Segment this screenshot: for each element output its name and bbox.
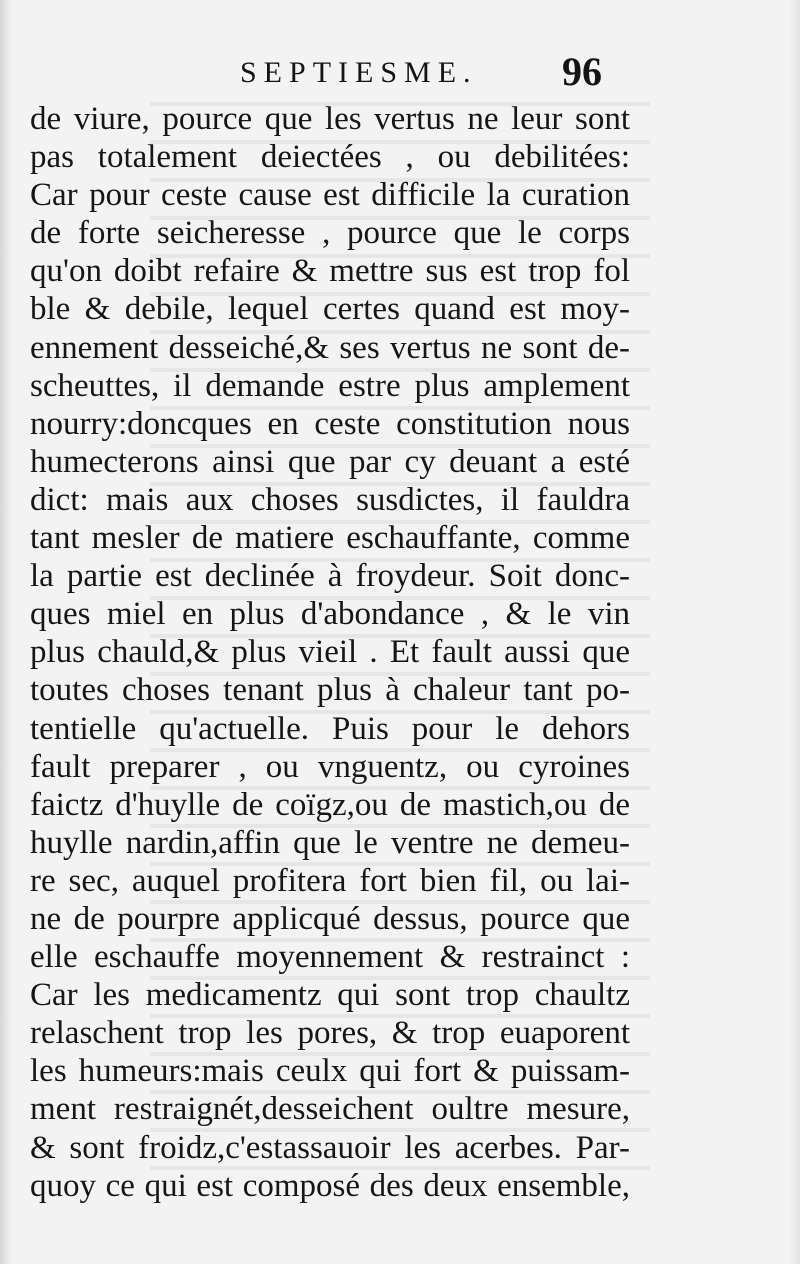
text-line: quoy ce qui est composé des deux ensemble,	[30, 1167, 630, 1204]
text-line: Car pour ceste cause est difficile la curation	[30, 177, 630, 214]
text-line: ques miel en plus d'abondance , & le vin	[30, 596, 630, 633]
text-line: ennement desseiché,& ses vertus ne sont de-	[30, 329, 630, 366]
text-line: re sec, auquel profitera fort bien fil, ou lai-	[30, 862, 630, 899]
text-line: la partie est declinée à froydeur. Soit donc-	[30, 558, 630, 595]
text-line: & sont froidz,c'estassauoir les acerbes. Par-	[30, 1129, 630, 1166]
text-line: Car les medicamentz qui sont trop chaultz	[30, 977, 630, 1014]
text-line: dict: mais aux choses susdictes, il fauldra	[30, 481, 630, 518]
text-line: elle eschauffe moyennement & restrainct :	[30, 939, 630, 976]
text-line: tentielle qu'actuelle. Puis pour le dehors	[30, 710, 630, 747]
page-edge-shadow	[790, 0, 800, 1264]
text-line: plus chauld,& plus vieil . Et fault aussi que	[30, 634, 630, 671]
text-line: huylle nardin,affin que le ventre ne demeu-	[30, 824, 630, 861]
text-line: faictz d'huylle de coïgz,ou de mastich,ou de	[30, 786, 630, 823]
text-line: humecterons ainsi que par cy deuant a esté	[30, 443, 630, 480]
text-line: de forte seicheresse , pource que le corps	[30, 215, 630, 252]
running-title: SEPTIESME.	[240, 56, 478, 89]
text-line: tant mesler de matiere eschauffante, comme	[30, 520, 630, 557]
text-line: scheuttes, il demande estre plus amplement	[30, 367, 630, 404]
text-line: de viure, pource que les vertus ne leur sont	[30, 101, 630, 137]
text-line: relaschent trop les pores, & trop euaporent	[30, 1015, 630, 1052]
text-line: ment restraignét,desseichent oultre mesure,	[30, 1091, 630, 1128]
text-line: qu'on doibt refaire & mettre sus est trop fol	[30, 253, 630, 290]
gutter-shadow	[0, 0, 12, 1264]
page-number: 96	[562, 49, 602, 94]
text-line: nourry:doncques en ceste constitution nous	[30, 405, 630, 442]
body-text	[30, 100, 630, 1205]
page-header	[0, 48, 800, 98]
text-line: toutes choses tenant plus à chaleur tant po-	[30, 672, 630, 709]
text-line: ne de pourpre applicqué dessus, pource que	[30, 900, 630, 937]
text-line: fault preparer , ou vnguentz, ou cyroines	[30, 748, 630, 785]
text-line: ble & debile, lequel certes quand est moy-	[30, 291, 630, 328]
text-line: pas totalement deiectées , ou debilitées:	[30, 139, 630, 176]
text-line: les humeurs:mais ceulx qui fort & puissam-	[30, 1053, 630, 1090]
